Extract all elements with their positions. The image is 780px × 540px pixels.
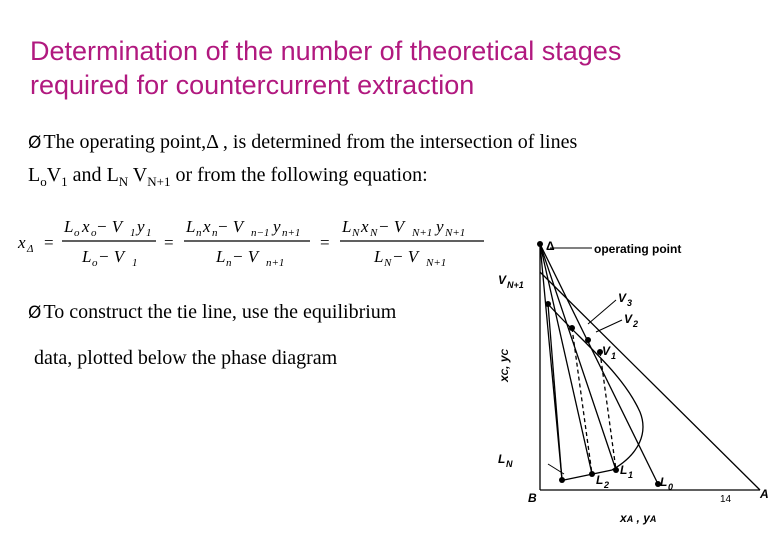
label-V2-sub: 2: [633, 319, 639, 329]
f1d-minus-V: − V: [98, 247, 125, 266]
f2-x: x: [203, 217, 211, 236]
eq-equals-3: =: [320, 233, 330, 252]
label-VN1-sub: N+1: [507, 280, 524, 290]
bullet-1-rest: or from the following equation:: [170, 164, 428, 186]
label-LN-sub: N: [506, 459, 513, 469]
fraction-3: [340, 217, 484, 269]
eq-lhs: x: [18, 233, 26, 252]
eq-equals-1: =: [44, 233, 54, 252]
f1d-o: o: [92, 257, 98, 269]
f3-N+1: N+1: [412, 227, 433, 239]
delta-symbol: Δ: [206, 131, 218, 153]
f1-V1: 1: [130, 227, 136, 239]
f1-minus-V: − V: [96, 217, 123, 236]
y-axis-label: xC, yC: [497, 348, 511, 382]
bullet-1-text-a: The operating point,: [43, 131, 207, 153]
vertex-B: B: [528, 491, 537, 505]
eq-equals-2: =: [164, 233, 174, 252]
f2-L: L: [186, 217, 196, 236]
f2-n: n: [196, 227, 202, 239]
label-V1-sub: 1: [611, 351, 617, 361]
label-V3-sub: 3: [627, 298, 633, 308]
label-L1-sub: 1: [628, 470, 634, 480]
f3-L: L: [342, 217, 352, 236]
point-LN: [559, 477, 565, 483]
pointer-V3: [588, 300, 616, 324]
line-delta-L2: [540, 244, 592, 474]
f1-y1: 1: [146, 227, 152, 239]
label-L1: L: [620, 463, 628, 477]
bullet-1-line-2: [28, 164, 428, 190]
point-V2: [585, 337, 591, 343]
binodal-curve: [548, 304, 643, 480]
f2-y: y: [273, 217, 281, 236]
point-L1: [613, 467, 619, 473]
f1d-1: 1: [132, 257, 138, 269]
text-and: and: [67, 164, 107, 186]
label-L0-sub: 0: [668, 482, 674, 492]
f3d-L: L: [374, 247, 384, 266]
f3-xN: N: [370, 227, 378, 239]
bullet-2-text: To construct the tie line, use the equilibrium: [43, 301, 397, 323]
fraction-2: [184, 217, 310, 269]
bullet-1: [28, 131, 577, 154]
operating-point-equation: [16, 208, 494, 278]
x-axis-label: xA , yA: [620, 511, 657, 525]
f3-yN+1: N+1: [445, 227, 466, 239]
f2d-minus-V: − V: [232, 247, 259, 266]
vertex-A: A: [760, 487, 769, 501]
eq-lhs-sub: Δ: [27, 243, 34, 255]
f2d-n: n: [226, 257, 232, 269]
label-V2: V: [624, 312, 633, 326]
line-delta-L0: [540, 244, 658, 484]
hypotenuse: [540, 272, 760, 490]
f2-n+1: n+1: [282, 227, 301, 239]
label-V3: V: [618, 291, 627, 305]
label-L0: L: [660, 475, 668, 489]
text-V-N1: V: [128, 164, 148, 186]
title-line-1: Determination of the number of theoretical stages: [30, 36, 622, 66]
fig-delta-label: Δ: [546, 239, 555, 253]
label-VN1: V: [498, 273, 507, 287]
point-VN1: [545, 301, 551, 307]
bullet-arrow-icon: Ø: [28, 133, 42, 153]
f1-o: o: [74, 227, 80, 239]
f3-x: x: [361, 217, 369, 236]
f2d-n+1: n+1: [266, 257, 285, 269]
f3d-N+1: N+1: [426, 257, 447, 269]
point-V3: [569, 325, 575, 331]
label-LN: L: [498, 452, 506, 466]
f3-N: N: [352, 227, 360, 239]
f3d-minus-V: − V: [392, 247, 419, 266]
point-L2: [589, 471, 595, 477]
f2-minus-V: − V: [217, 217, 244, 236]
slide-title: [30, 34, 760, 102]
f1-y: y: [137, 217, 145, 236]
delta-point: [537, 241, 543, 247]
f2d-L: L: [216, 247, 226, 266]
label-L2: L: [596, 473, 604, 487]
page-number: 14: [720, 494, 732, 505]
title-line-2: required for countercurrent extraction: [30, 70, 475, 100]
f3-y: y: [436, 217, 444, 236]
text-L-N: L: [106, 164, 119, 186]
bullet-1-text-b: , is determined from the intersection of lines: [217, 131, 578, 153]
text-V: V: [46, 164, 62, 186]
f1-xo: o: [91, 227, 97, 239]
f1d-L: L: [82, 247, 92, 266]
f1-x: x: [82, 217, 90, 236]
text-L: L: [28, 164, 41, 186]
pointer-V2: [596, 320, 622, 332]
f1-L: L: [64, 217, 74, 236]
bullet-2: [28, 301, 396, 324]
sub-N: N: [118, 174, 129, 189]
f2-n-1: n−1: [251, 227, 270, 239]
label-L2-sub: 2: [604, 480, 610, 490]
sub-N-plus-1: N+1: [147, 174, 171, 189]
f3d-N: N: [384, 257, 392, 269]
sub-o: o: [40, 174, 47, 189]
sub-1: 1: [61, 174, 68, 189]
operating-point-label: operating point: [594, 242, 682, 256]
tie-line-1: [600, 352, 616, 470]
f2-xn: n: [212, 227, 218, 239]
f3-minus-V: − V: [378, 217, 405, 236]
bullet-arrow-icon: Ø: [28, 303, 42, 323]
bullet-2-line-2: data, plotted below the phase diagram: [34, 347, 338, 369]
fraction-1: [62, 217, 156, 269]
label-V1: V: [602, 344, 611, 358]
phase-diagram-figure: [492, 232, 780, 532]
